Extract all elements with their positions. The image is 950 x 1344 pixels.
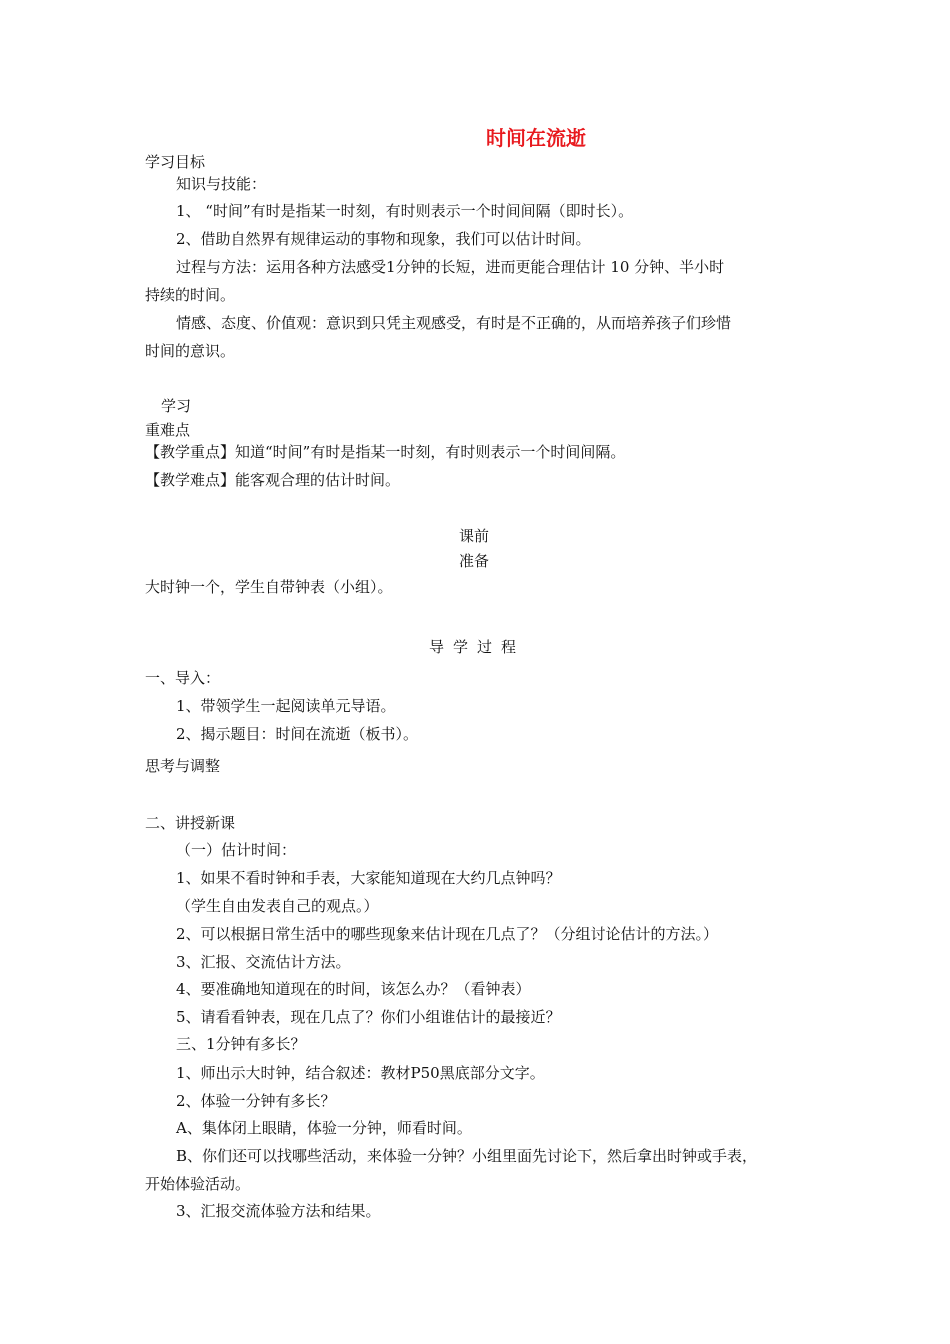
key-points-heading-2: 重难点 [145, 421, 191, 439]
process-method-line-1: 过程与方法：运用各种方法感受1分钟的长短，进而更能合理估计 10 分钟、半小时 [176, 258, 725, 276]
estimate-item-5: 5、请看看钟表，现在几点了？你们小组谁估计的最接近？ [176, 1008, 561, 1026]
key-points-heading-1: 学习 [161, 397, 192, 415]
minute-item-3: 3、汇报交流体验方法和结果。 [176, 1202, 381, 1220]
knowledge-item-1: 1、 “时间”有时是指某一时刻，有时则表示一个时间间隔（即时长）。 [176, 202, 634, 220]
intro-heading: 一、导入： [145, 669, 221, 687]
emotion-line-2: 时间的意识。 [145, 342, 236, 360]
objectives-heading: 学习目标 [145, 153, 206, 171]
intro-item-1: 1、带领学生一起阅读单元导语。 [176, 697, 396, 715]
document-title: 时间在流逝 [486, 126, 586, 150]
knowledge-item-2: 2、借助自然界有规律运动的事物和现象，我们可以估计时间。 [176, 230, 591, 248]
estimate-item-2: 2、可以根据日常生活中的哪些现象来估计现在几点了？（分组讨论估计的方法。） [176, 925, 719, 943]
preparation-heading-2: 准备 [459, 552, 490, 570]
estimate-item-1: 1、如果不看时钟和手表，大家能知道现在大约几点钟吗？ [176, 869, 561, 887]
minute-item-2: 2、体验一分钟有多长？ [176, 1092, 336, 1110]
minute-item-b-line-1: B、你们还可以找哪些活动，来体验一分钟？小组里面先讨论下，然后拿出时钟或手表， [176, 1147, 758, 1165]
preparation-heading-1: 课前 [459, 527, 490, 545]
estimate-item-1-note: （学生自由发表自己的观点。） [176, 897, 379, 915]
minute-heading: 三、1分钟有多长？ [176, 1035, 306, 1053]
estimate-item-3: 3、汇报、交流估计方法。 [176, 953, 351, 971]
estimate-heading: （一）估计时间： [176, 841, 297, 859]
minute-item-b-line-2: 开始体验活动。 [145, 1175, 251, 1193]
teaching-focus: 【教学重点】知道“时间”有时是指某一时刻，有时则表示一个时间间隔。 [145, 443, 626, 461]
estimate-item-4: 4、要准确地知道现在的时间，该怎么办？（看钟表） [176, 980, 531, 998]
reflect-label: 思考与调整 [145, 757, 221, 775]
teaching-difficulty: 【教学难点】能客观合理的估计时间。 [145, 471, 401, 489]
new-lesson-heading: 二、讲授新课 [145, 814, 236, 832]
process-heading: 导学过程 [429, 638, 526, 656]
emotion-line-1: 情感、态度、价值观：意识到只凭主观感受，有时是不正确的，从而培养孩子们珍惜 [176, 314, 732, 332]
preparation-content: 大时钟一个，学生自带钟表（小组）。 [145, 578, 393, 596]
minute-item-a: A、集体闭上眼睛，体验一分钟，师看时间。 [176, 1119, 472, 1137]
process-method-line-2: 持续的时间。 [145, 286, 236, 304]
intro-item-2: 2、揭示题目：时间在流逝（板书）。 [176, 725, 419, 743]
knowledge-heading: 知识与技能： [176, 175, 267, 193]
minute-item-1: 1、师出示大时钟，结合叙述：教材P50黑底部分文字。 [176, 1064, 545, 1082]
